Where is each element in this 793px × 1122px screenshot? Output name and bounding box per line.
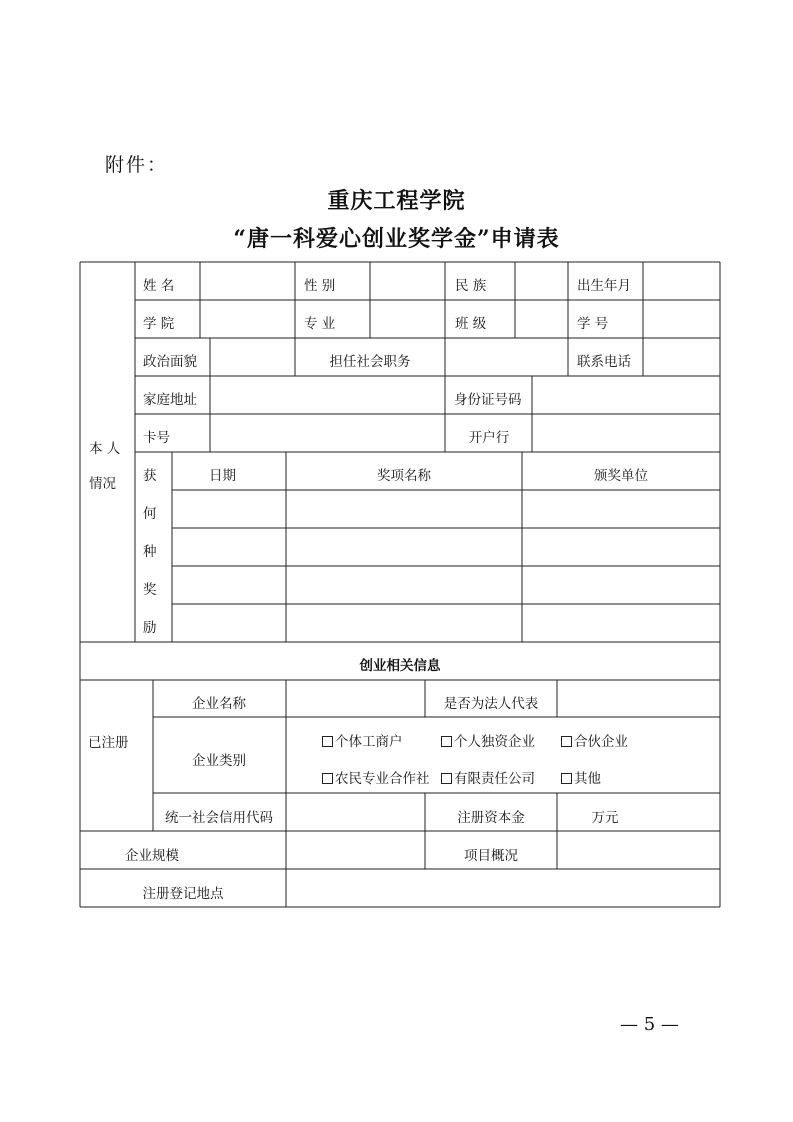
label-registered: 已注册	[88, 735, 129, 751]
awards-label-char: 种	[143, 544, 157, 560]
label-gender: 性 别	[304, 278, 336, 294]
section-label-personal	[89, 432, 120, 502]
label-reg-place: 注册登记地点	[142, 886, 224, 902]
label-college: 学 院	[143, 316, 175, 332]
label-student-id: 学 号	[577, 316, 609, 332]
awards-label-char: 奖	[143, 582, 157, 598]
section-label-personal-text: 本 人 情况	[89, 441, 121, 493]
label-capital: 注册资本金	[457, 810, 525, 826]
checkbox-type[interactable]: 合伙企业	[561, 736, 628, 750]
label-company-type: 企业类别	[192, 753, 246, 769]
label-legal-rep: 是否为法人代表	[443, 696, 539, 712]
checkbox-type[interactable]: 其他	[561, 773, 601, 787]
awards-label-char: 获	[143, 468, 157, 484]
label-company-name: 企业名称	[192, 696, 246, 712]
label-overview: 项目概况	[464, 848, 518, 864]
label-capital-unit: 万元	[591, 810, 619, 826]
label-ethnicity: 民 族	[455, 278, 487, 294]
form-title: “唐一科爱心创业奖学金”申请表	[233, 226, 560, 252]
label-address: 家庭地址	[143, 392, 197, 408]
awards-label-char: 励	[143, 620, 157, 636]
awards-col-date: 日期	[209, 468, 236, 484]
label-bank: 开户行	[468, 430, 510, 446]
form-title-school: 重庆工程学院	[327, 188, 466, 214]
checkbox-type[interactable]: 个人独资企业	[441, 736, 535, 750]
attachment-label: 附件：	[105, 154, 169, 176]
checkbox-icon	[322, 773, 333, 784]
checkbox-icon	[441, 773, 452, 784]
label-name: 姓 名	[143, 278, 175, 294]
checkbox-type[interactable]: 有限责任公司	[441, 773, 535, 787]
label-id-number: 身份证号码	[454, 392, 522, 408]
label-social-role: 担任社会职务	[329, 354, 411, 370]
label-major: 专 业	[304, 316, 336, 332]
page-number: — 5 —	[620, 1014, 679, 1035]
label-class: 班 级	[455, 316, 487, 332]
checkbox-type[interactable]: 农民专业合作社	[322, 773, 430, 787]
checkbox-type[interactable]: 个体工商户	[322, 736, 403, 750]
label-scale: 企业规模	[125, 848, 179, 864]
awards-col-unit: 颁奖单位	[594, 468, 648, 484]
label-credit-code: 统一社会信用代码	[165, 810, 273, 826]
checkbox-icon	[322, 736, 333, 747]
label-card-no: 卡号	[143, 430, 170, 446]
label-phone: 联系电话	[577, 354, 631, 370]
checkbox-icon	[561, 773, 572, 784]
awards-col-name: 奖项名称	[377, 468, 431, 484]
checkbox-icon	[441, 736, 452, 747]
label-politics: 政治面貌	[143, 354, 197, 370]
checkbox-icon	[561, 736, 572, 747]
business-section-title: 创业相关信息	[359, 658, 441, 674]
label-birth: 出生年月	[577, 278, 631, 294]
awards-label-char: 何	[143, 506, 157, 522]
